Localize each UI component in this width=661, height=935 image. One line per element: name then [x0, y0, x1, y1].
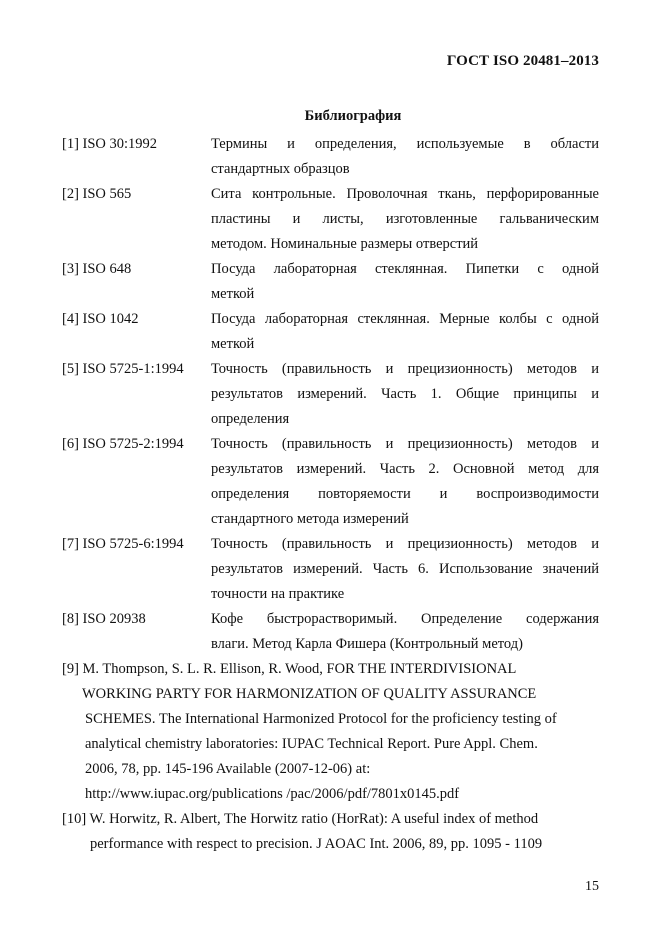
entry-line: Точность (правильность и прецизионность) методов и [211, 436, 599, 452]
entry-reference: [5] ISO 5725-1:1994 [62, 361, 184, 377]
entry-line: Точность (правильность и прецизионность) методов и [211, 536, 599, 552]
entry-line: меткой [211, 286, 255, 302]
entry-line: пластины и листы, изготовленные гальваническим [211, 211, 599, 227]
entry-reference: [3] ISO 648 [62, 261, 132, 277]
entry-line: точности на практике [211, 586, 345, 602]
entry-line: методом. Номинальные размеры отверстий [211, 236, 479, 252]
entry-description [211, 432, 599, 532]
entry-line: стандартных образцов [211, 161, 350, 177]
entry-description [211, 182, 599, 257]
bibliography-entry [62, 132, 599, 182]
page-number: 15 [585, 879, 599, 894]
bibliography-entry [62, 532, 599, 607]
entry-reference: [1] ISO 30:1992 [62, 136, 158, 152]
document-code-header: ГОСТ ISO 20481–2013 [446, 53, 599, 69]
entry-line: Посуда лабораторная стеклянная. Пипетки с одной [211, 261, 599, 277]
entry-reference: [8] ISO 20938 [62, 611, 146, 627]
bibliography-entry [62, 307, 599, 357]
bibliography-title: Библиография [304, 108, 402, 124]
bibliography-entry [62, 257, 599, 307]
entry-line: WORKING PARTY FOR HARMONIZATION OF QUALITY ASSURANCE [82, 686, 537, 702]
entry-line: результатов измерений. Часть 1. Общие принципы и [211, 386, 599, 402]
entry-line: 2006, 78, pp. 145-196 Available (2007-12-06) at: [85, 761, 371, 777]
entry-description [211, 132, 599, 182]
bibliography-list [62, 132, 599, 857]
bibliography-entry [62, 182, 599, 257]
entry-line: [10] W. Horwitz, R. Albert, The Horwitz ratio (HorRat): A useful index of method [62, 811, 539, 827]
entry-line: [9] M. Thompson, S. L. R. Ellison, R. Wood, FOR THE INTERDIVISIONAL [62, 661, 517, 677]
entry-line: результатов измерений. Часть 2. Основной метод для [211, 461, 599, 477]
entry-line: стандартного метода измерений [211, 511, 409, 527]
entry-line: Термины и определения, используемые в области [211, 136, 599, 152]
bibliography-entry [62, 607, 599, 657]
entry-line: SCHEMES. The International Harmonized Protocol for the proficiency testing of [85, 711, 557, 727]
entry-line: Посуда лабораторная стеклянная. Мерные колбы с одной [211, 311, 599, 327]
entry-description [211, 532, 599, 607]
entry-line: влаги. Метод Карла Фишера (Контрольный метод) [211, 636, 523, 652]
bibliography-entry-free [62, 657, 599, 807]
entry-line: analytical chemistry laboratories: IUPAC Technical Report. Pure Appl. Chem. [85, 736, 538, 752]
entry-line: Точность (правильность и прецизионность) методов и [211, 361, 599, 377]
entry-reference: [2] ISO 565 [62, 186, 132, 202]
entry-line: определения [211, 411, 290, 427]
entry-line: меткой [211, 336, 255, 352]
bibliography-entry [62, 357, 599, 432]
entry-reference: [7] ISO 5725-6:1994 [62, 536, 184, 552]
entry-reference: [6] ISO 5725-2:1994 [62, 436, 184, 452]
bibliography-entry [62, 432, 599, 532]
entry-description [211, 307, 599, 357]
entry-reference: [4] ISO 1042 [62, 311, 139, 327]
bibliography-entry-free [62, 807, 599, 857]
entry-description [211, 357, 599, 432]
entry-description [211, 607, 599, 657]
entry-line: Сита контрольные. Проволочная ткань, перфорированные [211, 186, 599, 202]
entry-line: Кофе быстрорастворимый. Определение содержания [211, 611, 599, 627]
entry-description [211, 257, 599, 307]
entry-line: определения повторяемости и воспроизводимости [211, 486, 599, 502]
entry-line: performance with respect to precision. J AOAC Int. 2006, 89, pp. 1095 - 1109 [90, 836, 543, 852]
entry-line: http://www.iupac.org/publications /pac/2006/pdf/7801x0145.pdf [85, 786, 460, 802]
entry-line: результатов измерений. Часть 6. Использование значений [211, 561, 599, 577]
